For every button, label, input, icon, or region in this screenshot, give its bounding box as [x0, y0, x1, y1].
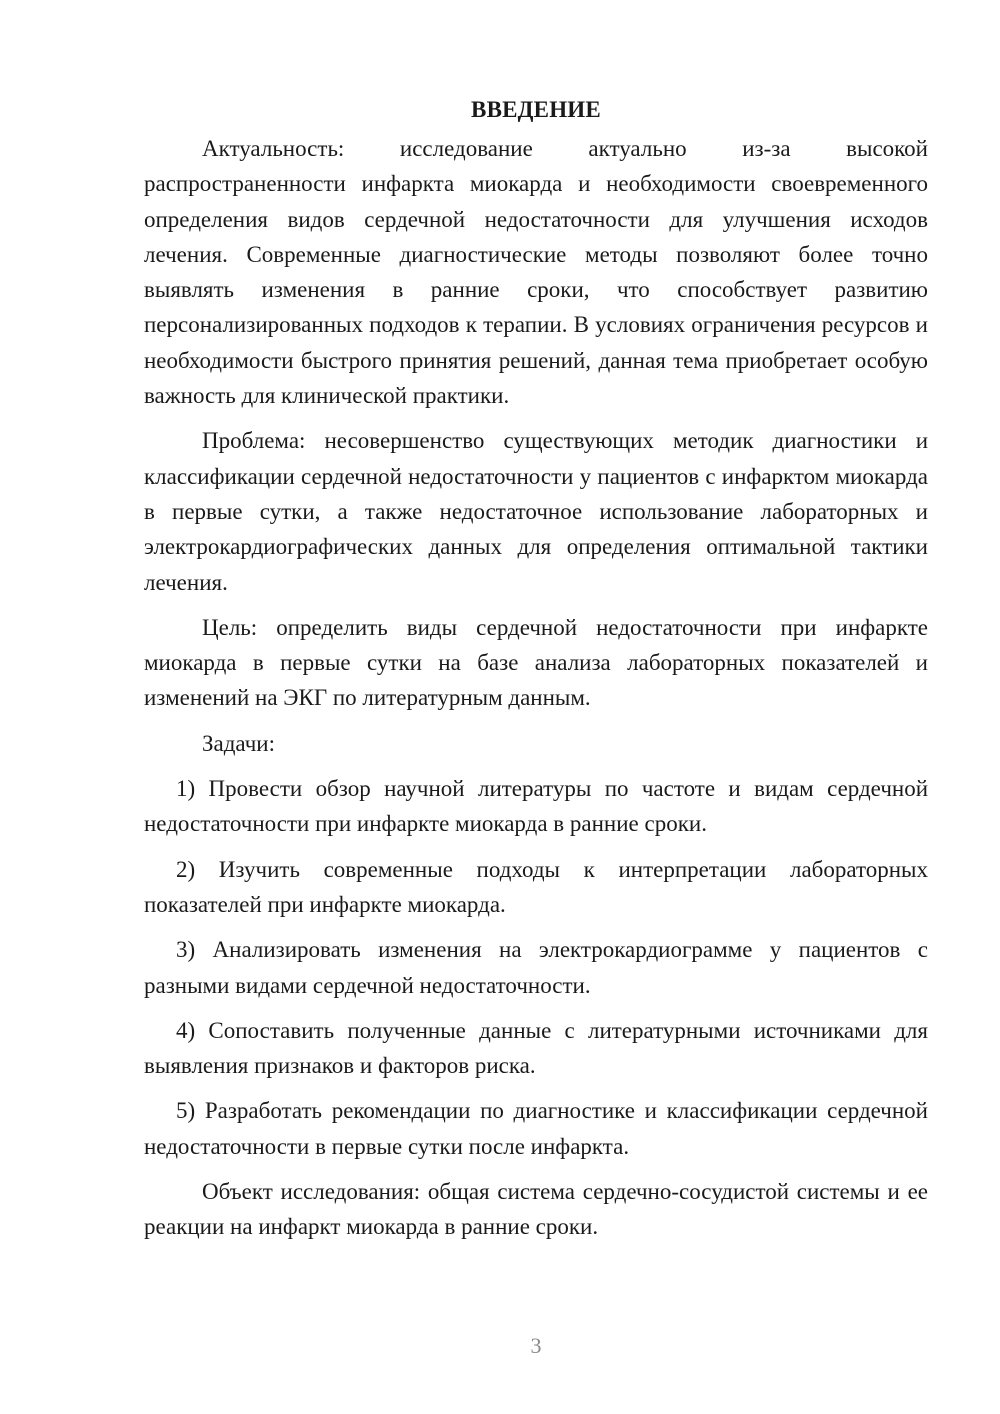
paragraph-object: Объект исследования: общая система сердечно-сосудистой системы и ее реакции на инфаркт миокарда в ранние сроки.: [144, 1179, 928, 1240]
page-number: 3: [530, 1333, 542, 1358]
paragraph-relevance: Актуальность: исследование актуально из-за высокой распространенности инфаркта миокарда и необходимости своевременного определения видов сердечной недостаточности для улучшения исходов лечения. Современные диагностические методы позволяют более точно выявлять изменения в ранние сроки, что способствует развитию персонализированных подходов к терапии. В условиях ограничения ресурсов и необходимости быстрого принятия решений, данная тема приобретает особую важность для клинической практики.: [144, 136, 928, 409]
task-item: 2) Изучить современные подходы к интерпретации лабораторных показателей при инфаркте миокарда.: [144, 856, 928, 917]
task-item: 1) Провести обзор научной литературы по частоте и видам сердечной недостаточности при инфаркте миокарда в ранние сроки.: [144, 776, 928, 837]
tasks-title: Задачи:: [202, 730, 275, 756]
page-content: [144, 92, 928, 1245]
section-heading: ВВЕДЕНИЕ: [471, 97, 601, 122]
task-item: 3) Анализировать изменения на электрокардиограмме у пациентов с разными видами сердечной недостаточности.: [144, 937, 928, 998]
paragraph-problem: Проблема: несовершенство существующих методик диагностики и классификации сердечной недостаточности у пациентов с инфарктом миокарда в первые сутки, а также недостаточное использование лабораторных и электрокардиографических данных для определения оптимальной тактики лечения.: [144, 428, 928, 595]
task-item: 5) Разработать рекомендации по диагностике и классификации сердечной недостаточности в первые сутки после инфаркта.: [144, 1098, 928, 1159]
paragraph-goal: Цель: определить виды сердечной недостаточности при инфаркте миокарда в первые сутки на базе анализа лабораторных показателей и изменений на ЭКГ по литературным данным.: [144, 614, 928, 711]
task-item: 4) Сопоставить полученные данные с литературными источниками для выявления признаков и факторов риска.: [144, 1017, 928, 1079]
